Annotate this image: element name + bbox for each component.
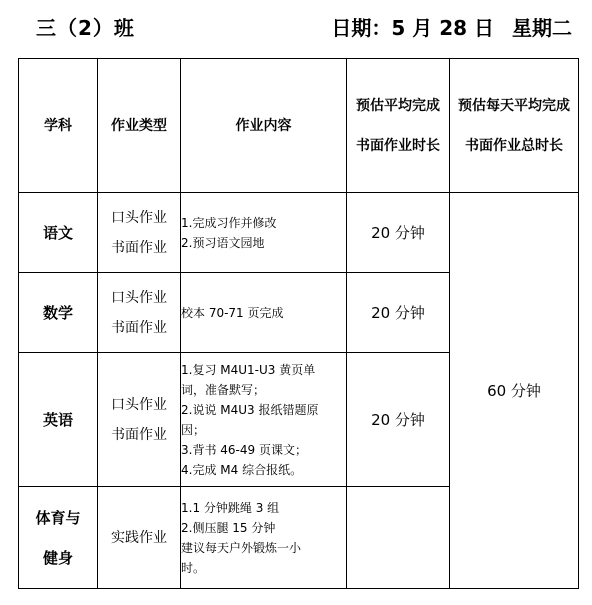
col-header-avg-time: 预估平均完成书面作业时长: [347, 59, 450, 193]
subject-cell: 语文: [19, 193, 98, 273]
time-cell: 20 分钟: [347, 273, 450, 353]
time-cell: [347, 487, 450, 589]
col-header-type: 作业类型: [98, 59, 181, 193]
type-cell: 口头作业 书面作业: [98, 193, 181, 273]
content-cell: 1.复习 M4U1-U3 黄页单 词，准备默写； 2.说说 M4U3 报纸错题原 因； 3.背书 46-49 页课文； 4.完成 M4 综合报纸。: [181, 353, 347, 487]
homework-table: [18, 58, 579, 589]
date-info: [331, 12, 572, 41]
type-cell: 口头作业 书面作业: [98, 353, 181, 487]
time-cell: 20 分钟: [347, 353, 450, 487]
class-name: 三（2）班: [36, 16, 135, 40]
col-header-subject: 学科: [19, 59, 98, 193]
type-cell: 实践作业: [98, 487, 181, 589]
time-cell: 20 分钟: [347, 193, 450, 273]
table-header-row: [19, 59, 579, 193]
content-cell: 1.1 分钟跳绳 3 组 2.侧压腿 15 分钟 建议每天户外锻炼一小 时。: [181, 487, 347, 589]
type-cell: 口头作业 书面作业: [98, 273, 181, 353]
date: 日期：5 月 28 日: [331, 16, 494, 40]
page-header: [0, 10, 592, 42]
subject-cell: 英语: [19, 353, 98, 487]
table-row: [19, 193, 579, 273]
subject-cell: 数学: [19, 273, 98, 353]
subject-cell: 体育与 健身: [19, 487, 98, 589]
col-header-content: 作业内容: [181, 59, 347, 193]
content-cell: 校本 70-71 页完成: [181, 273, 347, 353]
col-header-total-time: 预估每天平均完成书面作业总时长: [450, 59, 579, 193]
total-time-cell: 60 分钟: [450, 193, 579, 589]
content-cell: 1.完成习作并修改 2.预习语文园地: [181, 193, 347, 273]
weekday: 星期二: [512, 16, 572, 40]
